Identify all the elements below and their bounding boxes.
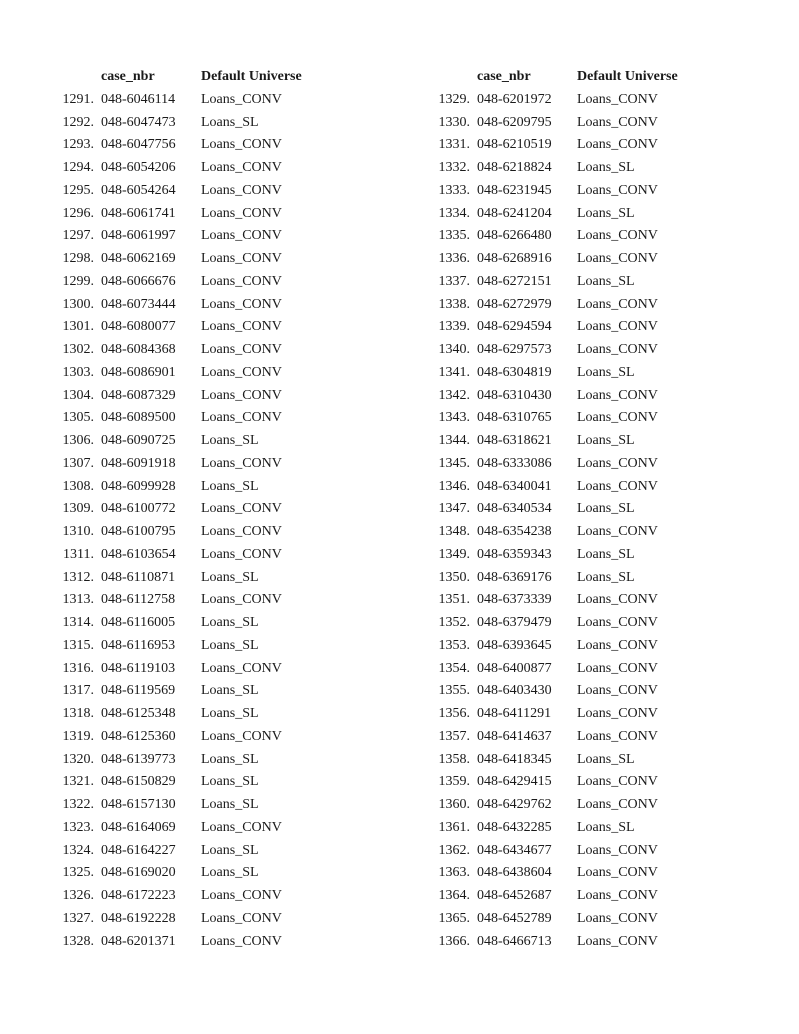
default-universe-cell: Loans_CONV [577, 455, 658, 471]
case-nbr-cell: 048-6054264 [101, 182, 176, 198]
default-universe-cell: Loans_CONV [201, 182, 282, 198]
case-nbr-cell: 048-6116005 [101, 615, 176, 630]
case-nbr-header: case_nbr [101, 69, 155, 84]
default-universe-cell: Loans_SL [201, 433, 259, 448]
row-index: 1301. [62, 319, 94, 335]
case-nbr-cell: 048-6090725 [101, 433, 176, 448]
default-universe-cell: Loans_SL [201, 569, 259, 585]
default-universe-cell: Loans_SL [201, 706, 259, 721]
row-index: 1346. [438, 478, 470, 494]
row-index: 1326. [62, 888, 94, 903]
case-nbr-cell: 048-6112758 [101, 592, 176, 608]
default-universe-cell: Loans_SL [577, 364, 635, 380]
case-nbr-cell: 048-6103654 [101, 546, 176, 562]
row-index: 1323. [62, 819, 94, 835]
case-nbr-cell: 048-6125348 [101, 706, 176, 721]
row-index: 1331. [438, 137, 470, 153]
row-index: 1312. [62, 569, 94, 585]
default-universe-cell: Loans_CONV [201, 251, 282, 266]
case-nbr-cell: 048-6110871 [101, 569, 176, 585]
case-nbr-cell: 048-6466713 [477, 933, 552, 949]
case-nbr-cell: 048-6272979 [477, 296, 552, 312]
case-nbr-cell: 048-6359343 [477, 546, 552, 562]
row-index: 1307. [62, 455, 94, 471]
default-universe-cell: Loans_CONV [577, 342, 658, 357]
row-index: 1315. [62, 637, 94, 653]
default-universe-cell: Loans_SL [577, 569, 635, 585]
default-universe-cell: Loans_CONV [577, 592, 658, 608]
row-index: 1339. [438, 319, 470, 335]
default-universe-cell: Loans_SL [201, 637, 259, 653]
default-universe-cell: Loans_CONV [577, 683, 658, 699]
default-universe-cell: Loans_CONV [201, 342, 282, 357]
case-nbr-cell: 048-6354238 [477, 524, 552, 539]
case-nbr-cell: 048-6272151 [477, 273, 552, 289]
case-nbr-cell: 048-6100772 [101, 501, 176, 517]
default-universe-cell: Loans_CONV [201, 546, 282, 562]
case-nbr-cell: 048-6119103 [101, 660, 176, 676]
default-universe-cell: Loans_CONV [201, 296, 282, 312]
case-nbr-cell: 048-6318621 [477, 433, 552, 448]
case-nbr-cell: 048-6119569 [101, 683, 176, 699]
row-index: 1325. [62, 865, 94, 881]
case-nbr-cell: 048-6139773 [101, 751, 176, 767]
row-index: 1364. [438, 888, 470, 903]
default-universe-cell: Loans_CONV [577, 114, 658, 130]
row-index: 1358. [438, 751, 470, 767]
default-universe-cell: Loans_CONV [577, 660, 658, 676]
default-universe-cell: Loans_CONV [577, 524, 658, 539]
default-universe-cell: Loans_CONV [577, 706, 658, 721]
row-index: 1295. [62, 182, 94, 198]
default-universe-cell: Loans_CONV [577, 910, 658, 926]
case-nbr-cell: 048-6411291 [477, 706, 552, 721]
case-nbr-cell: 048-6086901 [101, 364, 176, 380]
case-nbr-cell: 048-6369176 [477, 569, 552, 585]
row-index: 1320. [62, 751, 94, 767]
case-nbr-cell: 048-6393645 [477, 637, 552, 653]
case-nbr-cell: 048-6150829 [101, 774, 176, 790]
row-index: 1335. [438, 228, 470, 244]
row-index: 1351. [438, 592, 470, 608]
default-universe-cell: Loans_CONV [577, 865, 658, 881]
case-nbr-cell: 048-6241204 [477, 205, 552, 221]
default-universe-cell: Loans_CONV [577, 387, 658, 403]
case-nbr-cell: 048-6201972 [477, 91, 552, 107]
default-universe-cell: Loans_SL [201, 751, 259, 767]
case-nbr-cell: 048-6414637 [477, 728, 552, 744]
row-index: 1342. [438, 387, 470, 403]
default-universe-cell: Loans_SL [201, 842, 259, 858]
case-nbr-cell: 048-6061997 [101, 228, 176, 244]
row-index: 1293. [62, 137, 94, 153]
default-universe-cell: Loans_CONV [577, 933, 658, 949]
default-universe-cell: Loans_CONV [577, 478, 658, 494]
case-nbr-cell: 048-6192228 [101, 910, 176, 926]
default-universe-cell: Loans_CONV [201, 819, 282, 835]
default-universe-cell: Loans_SL [577, 751, 635, 767]
default-universe-cell: Loans_CONV [201, 410, 282, 426]
case-nbr-cell: 048-6210519 [477, 137, 552, 153]
case-nbr-cell: 048-6164069 [101, 819, 176, 835]
row-index: 1309. [62, 501, 94, 517]
case-nbr-cell: 048-6047473 [101, 114, 176, 130]
row-index: 1344. [438, 433, 470, 448]
default-universe-cell: Loans_SL [201, 114, 259, 130]
case-nbr-cell: 048-6062169 [101, 251, 176, 266]
default-universe-cell: Loans_CONV [577, 615, 658, 630]
row-index: 1321. [62, 774, 94, 790]
row-index: 1294. [62, 160, 94, 175]
case-nbr-cell: 048-6073444 [101, 296, 176, 312]
case-nbr-cell: 048-6157130 [101, 797, 176, 812]
case-nbr-cell: 048-6091918 [101, 455, 176, 471]
case-nbr-cell: 048-6297573 [477, 342, 552, 357]
case-nbr-cell: 048-6379479 [477, 615, 552, 630]
default-universe-cell: Loans_CONV [201, 501, 282, 517]
default-universe-cell: Loans_CONV [577, 797, 658, 812]
default-universe-cell: Loans_CONV [201, 660, 282, 676]
case-nbr-cell: 048-6452789 [477, 910, 552, 926]
row-index: 1356. [438, 706, 470, 721]
case-nbr-cell: 048-6438604 [477, 865, 552, 881]
case-nbr-cell: 048-6432285 [477, 819, 552, 835]
default-universe-header: Default Universe [577, 69, 678, 84]
default-universe-cell: Loans_CONV [201, 592, 282, 608]
row-index: 1310. [62, 524, 94, 539]
case-nbr-cell: 048-6310430 [477, 387, 552, 403]
default-universe-cell: Loans_CONV [201, 205, 282, 221]
default-universe-cell: Loans_CONV [577, 228, 658, 244]
row-index: 1353. [438, 637, 470, 653]
case-nbr-cell: 048-6084368 [101, 342, 176, 357]
row-index: 1366. [438, 933, 470, 949]
row-index: 1292. [62, 114, 94, 130]
case-nbr-cell: 048-6172223 [101, 888, 176, 903]
case-nbr-cell: 048-6266480 [477, 228, 552, 244]
default-universe-cell: Loans_SL [577, 501, 635, 517]
row-index: 1305. [62, 410, 94, 426]
default-universe-cell: Loans_CONV [201, 160, 282, 175]
row-index: 1348. [438, 524, 470, 539]
case-nbr-cell: 048-6046114 [101, 91, 176, 107]
case-nbr-cell: 048-6089500 [101, 410, 176, 426]
row-index: 1308. [62, 478, 94, 494]
default-universe-cell: Loans_CONV [201, 524, 282, 539]
case-nbr-cell: 048-6231945 [477, 182, 552, 198]
case-nbr-cell: 048-6434677 [477, 842, 552, 858]
case-nbr-cell: 048-6100795 [101, 524, 176, 539]
row-index: 1311. [63, 546, 94, 562]
row-index: 1291. [62, 91, 94, 107]
row-index: 1365. [438, 910, 470, 926]
case-nbr-cell: 048-6061741 [101, 205, 176, 221]
row-index: 1357. [438, 728, 470, 744]
row-index: 1330. [438, 114, 470, 130]
row-index: 1328. [62, 933, 94, 949]
case-nbr-cell: 048-6429415 [477, 774, 552, 790]
default-universe-cell: Loans_CONV [577, 296, 658, 312]
row-index: 1337. [438, 273, 470, 289]
default-universe-cell: Loans_CONV [577, 182, 658, 198]
default-universe-cell: Loans_CONV [201, 364, 282, 380]
case-nbr-cell: 048-6452687 [477, 888, 552, 903]
row-index: 1355. [438, 683, 470, 699]
case-nbr-header: case_nbr [477, 69, 531, 84]
default-universe-cell: Loans_SL [201, 797, 259, 812]
default-universe-cell: Loans_CONV [201, 888, 282, 903]
row-index: 1304. [62, 387, 94, 403]
case-nbr-cell: 048-6218824 [477, 160, 552, 175]
row-index: 1333. [438, 182, 470, 198]
row-index: 1296. [62, 205, 94, 221]
default-universe-cell: Loans_CONV [577, 319, 658, 335]
default-universe-cell: Loans_CONV [577, 251, 658, 266]
default-universe-cell: Loans_SL [577, 546, 635, 562]
row-index: 1322. [62, 797, 94, 812]
default-universe-cell: Loans_SL [201, 683, 259, 699]
row-index: 1316. [62, 660, 94, 676]
row-index: 1349. [438, 546, 470, 562]
row-index: 1363. [438, 865, 470, 881]
case-nbr-cell: 048-6054206 [101, 160, 176, 175]
row-index: 1345. [438, 455, 470, 471]
default-universe-cell: Loans_CONV [577, 91, 658, 107]
default-universe-cell: Loans_CONV [201, 910, 282, 926]
row-index: 1360. [438, 797, 470, 812]
row-index: 1298. [62, 251, 94, 266]
row-index: 1302. [62, 342, 94, 357]
default-universe-cell: Loans_SL [577, 819, 635, 835]
row-index: 1313. [62, 592, 94, 608]
default-universe-cell: Loans_CONV [201, 387, 282, 403]
case-nbr-cell: 048-6340534 [477, 501, 552, 517]
case-nbr-cell: 048-6373339 [477, 592, 552, 608]
default-universe-cell: Loans_CONV [577, 637, 658, 653]
case-nbr-cell: 048-6310765 [477, 410, 552, 426]
default-universe-cell: Loans_CONV [201, 228, 282, 244]
case-nbr-cell: 048-6403430 [477, 683, 552, 699]
default-universe-cell: Loans_CONV [577, 774, 658, 790]
row-index: 1340. [438, 342, 470, 357]
default-universe-cell: Loans_SL [201, 478, 259, 494]
default-universe-cell: Loans_CONV [577, 728, 658, 744]
case-nbr-cell: 048-6066676 [101, 273, 176, 289]
row-index: 1361. [438, 819, 470, 835]
row-index: 1297. [62, 228, 94, 244]
row-index: 1354. [438, 660, 470, 676]
default-universe-cell: Loans_CONV [201, 137, 282, 153]
case-nbr-cell: 048-6429762 [477, 797, 552, 812]
case-nbr-cell: 048-6333086 [477, 455, 552, 471]
row-index: 1347. [438, 501, 470, 517]
default-universe-cell: Loans_SL [201, 865, 259, 881]
default-universe-cell: Loans_CONV [201, 933, 282, 949]
row-index: 1327. [62, 910, 94, 926]
case-nbr-cell: 048-6125360 [101, 728, 176, 744]
case-nbr-cell: 048-6164227 [101, 842, 176, 858]
row-index: 1334. [438, 205, 470, 221]
row-index: 1359. [438, 774, 470, 790]
default-universe-cell: Loans_SL [577, 160, 635, 175]
row-index: 1341. [438, 364, 470, 380]
default-universe-cell: Loans_CONV [577, 410, 658, 426]
default-universe-cell: Loans_SL [201, 774, 259, 790]
default-universe-cell: Loans_CONV [201, 455, 282, 471]
case-nbr-cell: 048-6201371 [101, 933, 176, 949]
row-index: 1317. [62, 683, 94, 699]
default-universe-cell: Loans_SL [577, 273, 635, 289]
default-universe-cell: Loans_CONV [201, 91, 282, 107]
case-nbr-cell: 048-6294594 [477, 319, 552, 335]
case-nbr-cell: 048-6169020 [101, 865, 176, 881]
case-nbr-cell: 048-6047756 [101, 137, 176, 153]
case-nbr-cell: 048-6209795 [477, 114, 552, 130]
default-universe-cell: Loans_SL [577, 433, 635, 448]
row-index: 1362. [438, 842, 470, 858]
row-index: 1300. [62, 296, 94, 312]
case-nbr-cell: 048-6116953 [101, 637, 176, 653]
default-universe-cell: Loans_CONV [201, 728, 282, 744]
row-index: 1332. [438, 160, 470, 175]
default-universe-cell: Loans_SL [201, 615, 259, 630]
case-nbr-cell: 048-6418345 [477, 751, 552, 767]
case-nbr-cell: 048-6340041 [477, 478, 552, 494]
default-universe-cell: Loans_CONV [577, 842, 658, 858]
row-index: 1324. [62, 842, 94, 858]
case-nbr-cell: 048-6099928 [101, 478, 176, 494]
case-nbr-cell: 048-6268916 [477, 251, 552, 266]
default-universe-cell: Loans_CONV [201, 273, 282, 289]
row-index: 1303. [62, 364, 94, 380]
default-universe-cell: Loans_CONV [201, 319, 282, 335]
default-universe-cell: Loans_CONV [577, 137, 658, 153]
row-index: 1343. [438, 410, 470, 426]
row-index: 1329. [438, 91, 470, 107]
row-index: 1350. [438, 569, 470, 585]
row-index: 1318. [62, 706, 94, 721]
row-index: 1306. [62, 433, 94, 448]
row-index: 1319. [62, 728, 94, 744]
default-universe-header: Default Universe [201, 69, 302, 84]
case-nbr-cell: 048-6080077 [101, 319, 176, 335]
default-universe-cell: Loans_SL [577, 205, 635, 221]
row-index: 1352. [438, 615, 470, 630]
default-universe-cell: Loans_CONV [577, 888, 658, 903]
case-nbr-cell: 048-6087329 [101, 387, 176, 403]
row-index: 1299. [62, 273, 94, 289]
row-index: 1338. [438, 296, 470, 312]
case-nbr-cell: 048-6400877 [477, 660, 552, 676]
case-nbr-cell: 048-6304819 [477, 364, 552, 380]
row-index: 1336. [438, 251, 470, 266]
row-index: 1314. [62, 615, 94, 630]
